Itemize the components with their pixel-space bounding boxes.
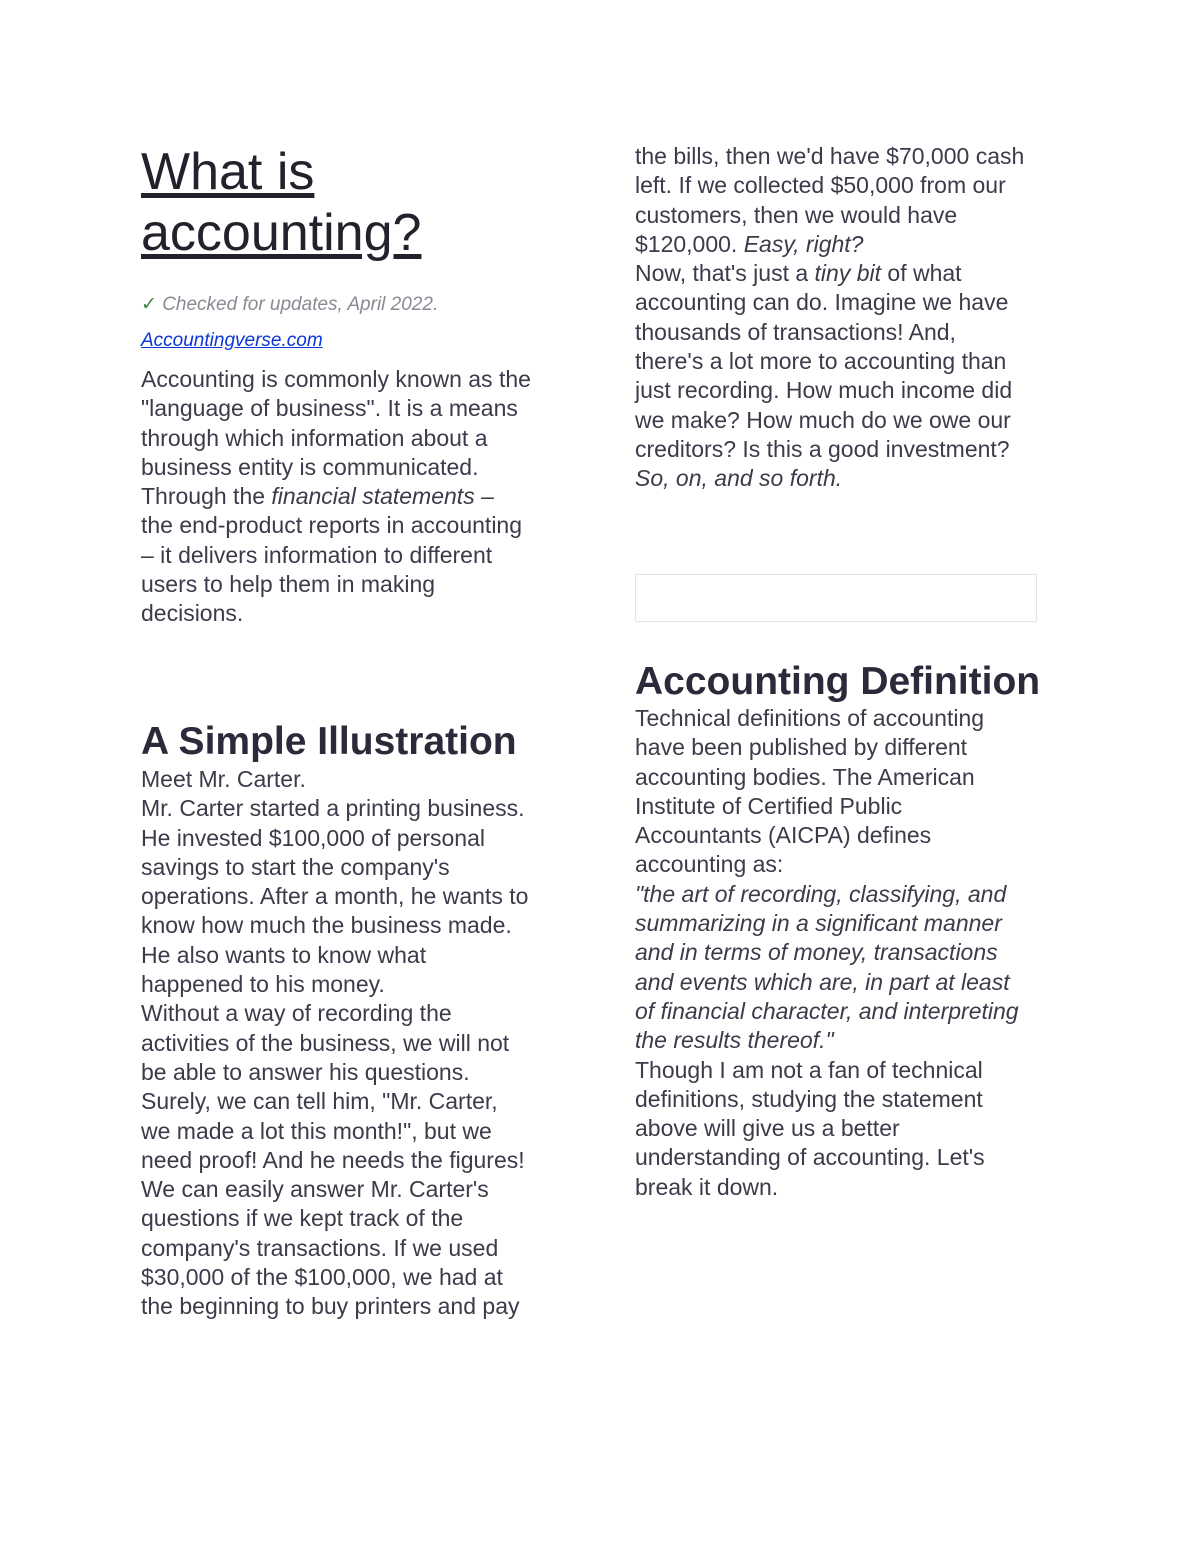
paragraph: Mr. Carter started a printing business. He invested $100,000 of personal savings to start the company's operations. After a month, he wants to know how much the business made. He also wants to know what happened to his money. [141, 795, 529, 998]
paragraph-italic: tiny bit [814, 260, 882, 287]
paragraph-italic: So, on, and so forth. [635, 465, 843, 492]
paragraph-text: the bills, then we'd have $70,000 cash left. If we collected $50,000 from our customers, then we would have $120,000. [635, 143, 1025, 257]
simple-illustration-continued [635, 142, 1025, 494]
quote-text: "the art of recording, classifying, and summarizing in a significant manner and in terms of money, transactions and events which are, in part at least of financial character, and interpreting the results thereof." [635, 880, 1019, 1054]
paragraph-text: Now, that's just a [635, 260, 815, 287]
simple-illustration-body [141, 765, 533, 1322]
update-text: Checked for updates, April 2022. [162, 294, 439, 315]
empty-placeholder-box [635, 574, 1037, 622]
intro-italic: financial statements [271, 483, 475, 510]
section-heading-accounting-definition: Accounting Definition [635, 660, 1041, 703]
paragraph [635, 142, 1025, 259]
checkmark-icon: ✓ [141, 294, 157, 315]
intro-text-2: – the end-product reports in accounting – it delivers information to different users to help them in making decisions. [141, 483, 523, 627]
paragraph [635, 259, 1025, 493]
update-note [141, 287, 521, 359]
paragraph: Without a way of recording the activities of the business, we will not be able to answer his questions. Surely, we can tell him, "Mr. Carter, we made a lot this month!", but we need proof! And he needs the figures! [141, 1000, 525, 1173]
definition-body [635, 704, 1027, 1202]
paragraph: We can easily answer Mr. Carter's questions if we kept track of the company's transactions. If we used $30,000 of the $100,000, we had at the beginning to buy printers and pay [141, 1176, 520, 1320]
paragraph-text: of what accounting can do. Imagine we have thousands of transactions! And, there's a lot more to accounting than just recording. How much income did we make? How much do we owe our creditors? Is this a good investment? [635, 260, 1013, 462]
intro-text-1: Accounting is commonly known as the "language of business". It is a means through which information about a business entity is communicated. Through the [141, 366, 531, 510]
source-link[interactable]: Accountingverse.com [141, 330, 323, 351]
definition-quote [635, 880, 1027, 1056]
intro-paragraph [141, 365, 531, 629]
paragraph: Though I am not a fan of technical definitions, studying the statement above will give us a better understanding of accounting. Let's break it down. [635, 1056, 985, 1200]
paragraph-italic: Easy, right? [743, 230, 864, 257]
section-heading-simple-illustration: A Simple Illustration [141, 720, 517, 763]
page-title: What is accounting? [141, 143, 422, 262]
paragraph: Meet Mr. Carter. [141, 766, 306, 792]
paragraph: Technical definitions of accounting have been published by different accounting bodies. The American Institute of Certified Public Accountants (AICPA) defines accounting as: [635, 705, 985, 878]
